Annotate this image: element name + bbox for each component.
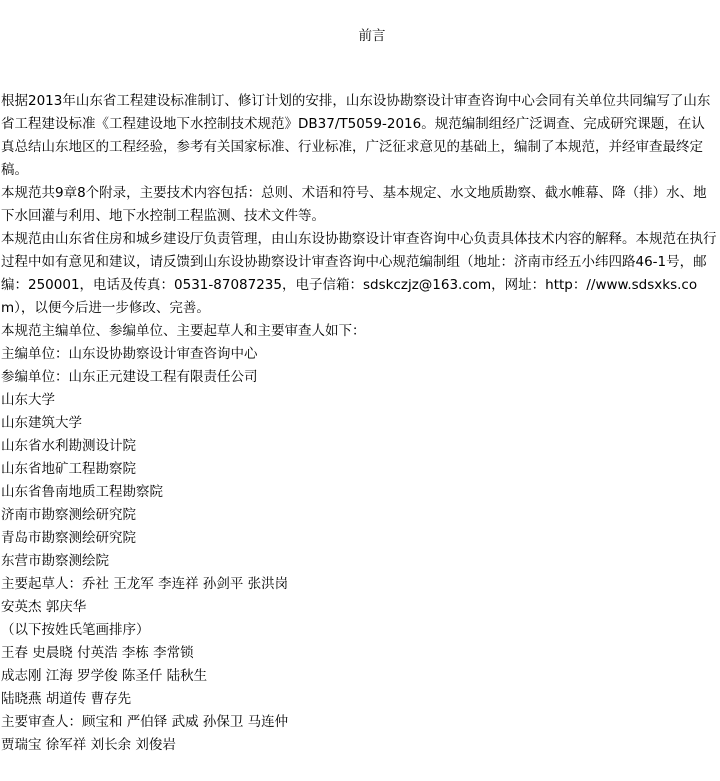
- participating-unit-line: 东营市勘察测绘院: [1, 553, 109, 569]
- sort-note-line: （以下按姓氏笔画排序）: [1, 622, 150, 638]
- participating-unit-line: 山东省地矿工程勘察院: [1, 461, 136, 477]
- contents-paragraph: 本规范共9章8个附录，主要技术内容包括：总则、术语和符号、基本规定、水文地质勘察、截水帷幕、降（排）水、地下水回灌与利用、地下水控制工程监测、技术文件等。: [1, 185, 707, 224]
- participating-unit-line: 山东省鲁南地质工程勘察院: [1, 484, 163, 500]
- participating-unit-line: 山东大学: [1, 392, 55, 408]
- participating-unit-line: 青岛市勘察测绘研究院: [1, 530, 136, 546]
- management-paragraph: 本规范由山东省住房和城乡建设厅负责管理，由山东设协勘察设计审查咨询中心负责具体技术内容的解释。本规范在执行过程中如有意见和建议，请反馈到山东设协勘察设计审查咨询中心规范编制组（地址：济南市经五小纬四路46-1号，邮编：250001，电话及传真：0531-87087235，电子信箱：sdskczjz@163.com，网址：http：//www.sdsxks.com），以便今后进一步修改、完善。: [1, 231, 717, 316]
- document-body: [1, 90, 717, 757]
- units-intro-line: 本规范主编单位、参编单位、主要起草人和主要审查人如下：: [1, 323, 366, 339]
- participating-unit-line: 山东建筑大学: [1, 415, 82, 431]
- page-title: 前言: [358, 28, 386, 44]
- chief-unit-line: 主编单位：山东设协勘察设计审查咨询中心: [1, 346, 258, 362]
- drafters-line: 主要起草人：乔社 王龙军 李连祥 孙剑平 张洪岗: [1, 576, 289, 592]
- drafters-line: 安英杰 郭庆华: [1, 599, 87, 615]
- intro-paragraph: 根据2013年山东省工程建设标准制订、修订计划的安排，山东设协勘察设计审查咨询中心会同有关单位共同编写了山东省工程建设标准《工程建设地下水控制技术规范》DB37/T5059-2016。规范编制组经广泛调查、完成研究课题，在认真总结山东地区的工程经验，参考有关国家标准、行业标准，广泛征求意见的基础上，编制了本规范，并经审查最终定稿。: [1, 93, 711, 178]
- reviewers-line: 主要审查人：顾宝和 严伯铎 武威 孙保卫 马连仲: [1, 714, 289, 730]
- participating-unit-line: 参编单位：山东正元建设工程有限责任公司: [1, 369, 258, 385]
- drafters-line: 成志刚 江海 罗学俊 陈圣仟 陆秋生: [1, 668, 208, 684]
- participating-unit-line: 山东省水利勘测设计院: [1, 438, 136, 454]
- reviewers-line: 贾瑞宝 徐军祥 刘长余 刘俊岩: [1, 737, 176, 753]
- drafters-line: 陆晓燕 胡道传 曹存先: [1, 691, 132, 707]
- participating-unit-line: 济南市勘察测绘研究院: [1, 507, 136, 523]
- drafters-line: 王春 史晨晓 付英浩 李栋 李常锁: [1, 645, 194, 661]
